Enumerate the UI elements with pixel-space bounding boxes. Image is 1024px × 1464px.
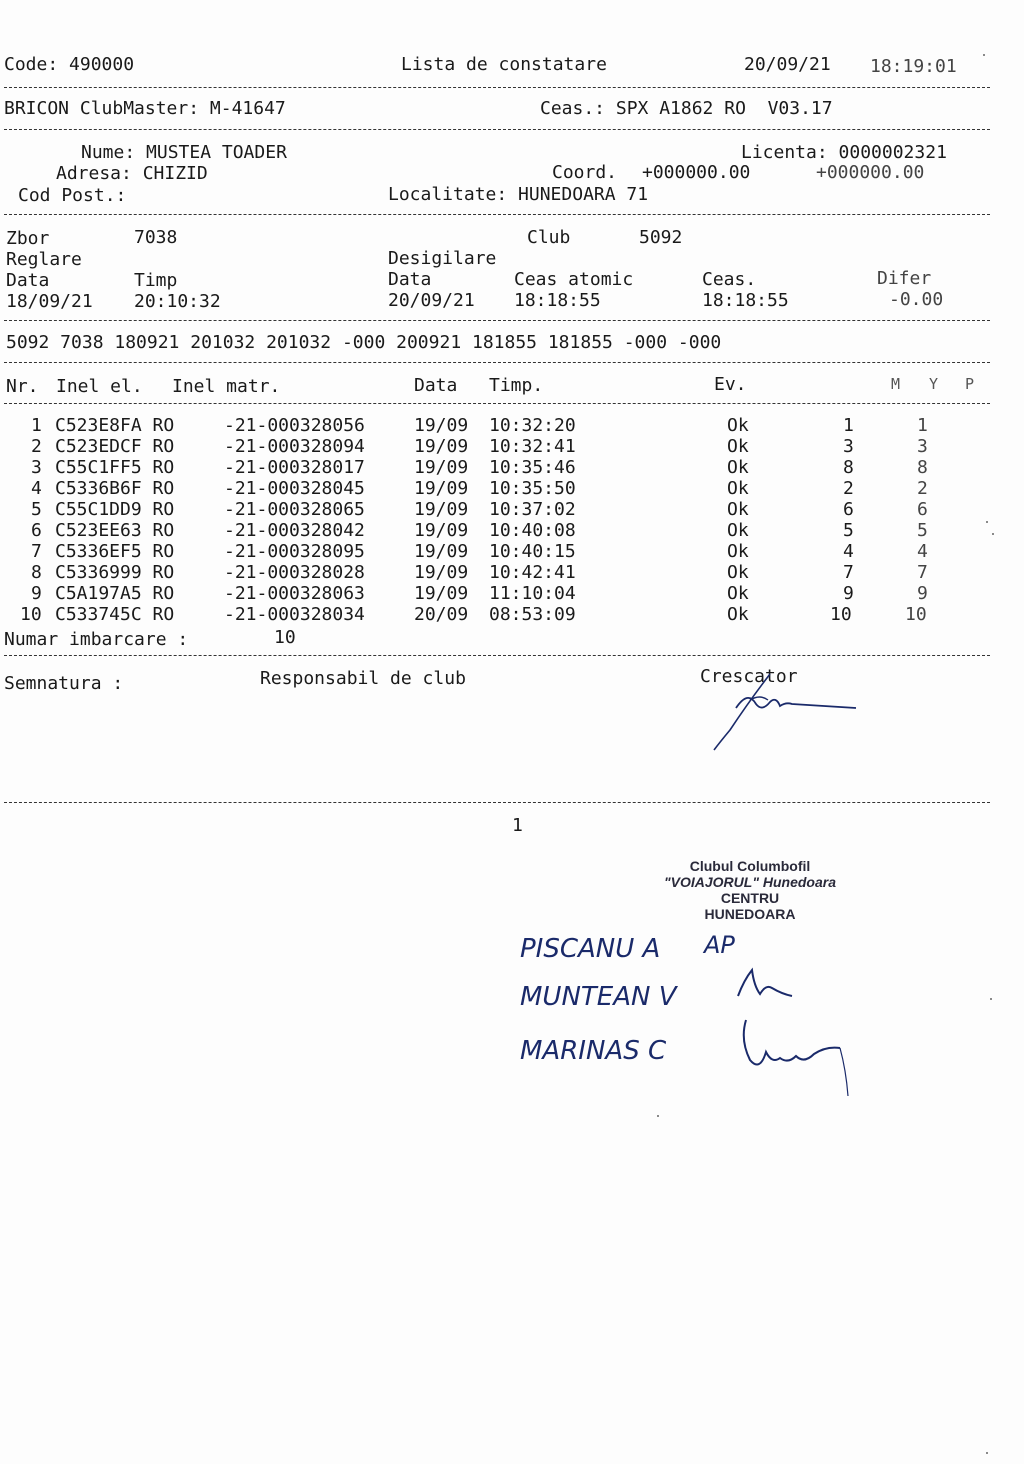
data-label: Data [6, 270, 50, 291]
document-title: Lista de constatare [401, 54, 607, 75]
table-row [0, 500, 1000, 521]
row-y: 3 [917, 436, 928, 457]
col-timp: Timp. [489, 375, 544, 396]
row-y: 10 [905, 604, 927, 625]
row-m: 4 [843, 541, 854, 562]
row-ev: Ok [727, 415, 749, 436]
speck [983, 54, 985, 56]
row-date: 19/09 [414, 499, 469, 520]
col-p: P [965, 375, 975, 393]
row-nr: 5 [31, 499, 42, 520]
row-inel-matr: -21-000328065 [224, 499, 365, 520]
row-m: 7 [843, 562, 854, 583]
row-ev: Ok [727, 499, 749, 520]
stamp-line-2: "VOIAJORUL" Hunedoara [664, 874, 836, 890]
row-date: 19/09 [414, 415, 469, 436]
handwritten-name-1: PISCANU A [520, 934, 661, 964]
row-inel-matr: -21-000328028 [224, 562, 365, 583]
atomic-time: 18:18:55 [514, 290, 601, 311]
separator [4, 362, 990, 363]
row-inel-matr: -21-000328034 [224, 604, 365, 625]
print-date: 20/09/21 [744, 54, 831, 75]
breeder-signature [690, 660, 870, 760]
row-ev: Ok [727, 478, 749, 499]
row-m: 5 [843, 520, 854, 541]
locality: Localitate: HUNEDOARA 71 [388, 184, 649, 205]
clock-id: Ceas.: SPX A1862 RO V03.17 [540, 98, 833, 119]
row-m: 9 [843, 583, 854, 604]
clubmaster-id: BRICON ClubMaster: M-41647 [4, 98, 286, 119]
col-y: Y [929, 375, 939, 393]
row-ev: Ok [727, 457, 749, 478]
row-inel-matr: -21-000328045 [224, 478, 365, 499]
club-responsible-label: Responsabil de club [260, 668, 466, 689]
coord-latitude: +000000.00 [642, 162, 751, 183]
table-row [0, 479, 1000, 500]
row-date: 19/09 [414, 541, 469, 562]
zbor-value: 7038 [134, 227, 178, 248]
code-line: 5092 7038 180921 201032 201032 -000 200921 181855 181855 -000 -000 [6, 332, 722, 353]
coord-label: Coord. [552, 162, 618, 183]
row-date: 19/09 [414, 478, 469, 499]
col-inel-matr: Inel matr. [172, 376, 281, 397]
row-inel-el: C55C1DD9 RO [55, 499, 175, 520]
row-time: 10:35:50 [489, 478, 576, 499]
handwritten-name-3: MARINAS C [520, 1036, 667, 1066]
row-y: 2 [917, 478, 928, 499]
col-m: M [891, 375, 901, 393]
club-label: Club [527, 227, 571, 248]
row-ev: Ok [727, 436, 749, 457]
row-nr: 8 [31, 562, 42, 583]
row-nr: 10 [20, 604, 42, 625]
owner-name: Nume: MUSTEA TOADER [81, 142, 287, 163]
col-ev: Ev. [714, 374, 747, 395]
stamp-line-4: HUNEDOARA [704, 906, 796, 922]
row-nr: 1 [31, 415, 42, 436]
table-row [0, 416, 1000, 437]
row-m: 10 [830, 604, 852, 625]
row-m: 2 [843, 478, 854, 499]
clock-difference: -0.00 [889, 289, 944, 310]
row-time: 10:35:46 [489, 457, 576, 478]
row-nr: 2 [31, 436, 42, 457]
row-date: 19/09 [414, 457, 469, 478]
row-m: 1 [843, 415, 854, 436]
table-row [0, 437, 1000, 458]
speck [657, 1115, 659, 1117]
row-date: 19/09 [414, 583, 469, 604]
row-y: 5 [917, 520, 928, 541]
row-y: 8 [917, 457, 928, 478]
desigilare-date: 20/09/21 [388, 290, 475, 311]
table-row [0, 458, 1000, 479]
row-y: 4 [917, 541, 928, 562]
speck [986, 1452, 988, 1454]
zbor-label: Zbor [6, 228, 50, 249]
row-y: 6 [917, 499, 928, 520]
boarding-count-label: Numar imbarcare : [4, 629, 189, 650]
row-inel-el: C523E8FA RO [55, 415, 175, 436]
row-nr: 9 [31, 583, 42, 604]
row-ev: Ok [727, 541, 749, 562]
row-m: 8 [843, 457, 854, 478]
print-time: 18:19:01 [870, 56, 957, 77]
table-row [0, 584, 1000, 605]
handwritten-signatures [730, 960, 860, 1100]
separator [4, 129, 990, 130]
difer-label: Difer [877, 268, 932, 289]
row-ev: Ok [727, 520, 749, 541]
ceas-label: Ceas. [702, 269, 757, 290]
boarding-count-value: 10 [274, 627, 296, 648]
row-date: 20/09 [414, 604, 469, 625]
row-time: 11:10:04 [489, 583, 576, 604]
speck [990, 998, 992, 1000]
reglare-label: Reglare [6, 249, 82, 270]
reglare-date: 18/09/21 [6, 291, 93, 312]
stamp-line-1: Clubul Columbofil [689, 858, 811, 874]
col-inel-el: Inel el. [56, 376, 143, 397]
timp-label: Timp [134, 270, 178, 291]
row-inel-el: C55C1FF5 RO [55, 457, 175, 478]
row-inel-matr: -21-000328042 [224, 520, 365, 541]
separator [4, 87, 990, 88]
row-time: 10:32:20 [489, 415, 576, 436]
clock-time: 18:18:55 [702, 290, 789, 311]
speck [986, 521, 988, 523]
data-label-2: Data [388, 269, 432, 290]
handwritten-name-2: MUNTEAN V [520, 982, 677, 1012]
desigilare-label: Desigilare [388, 248, 497, 269]
row-time: 10:40:15 [489, 541, 576, 562]
row-inel-el: C5336EF5 RO [55, 541, 175, 562]
club-value: 5092 [639, 227, 683, 248]
separator [4, 403, 990, 404]
row-time: 10:37:02 [489, 499, 576, 520]
col-data: Data [414, 375, 458, 396]
speck [992, 533, 994, 535]
row-nr: 7 [31, 541, 42, 562]
page-number: 1 [512, 815, 523, 836]
row-date: 19/09 [414, 436, 469, 457]
row-inel-el: C5336999 RO [55, 562, 175, 583]
row-nr: 3 [31, 457, 42, 478]
row-inel-matr: -21-000328095 [224, 541, 365, 562]
row-inel-matr: -21-000328056 [224, 415, 365, 436]
ceas-atomic-label: Ceas atomic [514, 269, 634, 290]
handwritten-initials-1: AP [704, 931, 735, 959]
club-stamp [640, 858, 860, 922]
separator [4, 214, 990, 215]
reglare-time: 20:10:32 [134, 291, 221, 312]
row-ev: Ok [727, 604, 749, 625]
row-m: 6 [843, 499, 854, 520]
coord-longitude: +000000.00 [816, 162, 925, 183]
row-date: 19/09 [414, 520, 469, 541]
row-ev: Ok [727, 562, 749, 583]
row-time: 10:42:41 [489, 562, 576, 583]
row-inel-matr: -21-000328017 [224, 457, 365, 478]
table-row [0, 563, 1000, 584]
table-row [0, 521, 1000, 542]
row-m: 3 [843, 436, 854, 457]
row-y: 9 [917, 583, 928, 604]
row-inel-el: C523EDCF RO [55, 436, 175, 457]
row-y: 1 [917, 415, 928, 436]
row-date: 19/09 [414, 562, 469, 583]
stamp-line-3: CENTRU [720, 890, 780, 906]
row-inel-el: C5336B6F RO [55, 478, 175, 499]
separator [4, 320, 990, 321]
row-y: 7 [917, 562, 928, 583]
separator [4, 655, 990, 656]
license-number: Licenta: 0000002321 [741, 142, 947, 163]
row-inel-el: C533745C RO [55, 604, 175, 625]
breeder-label: Crescator [700, 666, 798, 687]
row-inel-matr: -21-000328094 [224, 436, 365, 457]
separator [4, 802, 990, 803]
row-ev: Ok [727, 583, 749, 604]
row-time: 10:40:08 [489, 520, 576, 541]
row-inel-el: C523EE63 RO [55, 520, 175, 541]
table-row [0, 605, 1000, 626]
row-time: 08:53:09 [489, 604, 576, 625]
code-label: Code: 490000 [4, 54, 135, 75]
row-nr: 4 [31, 478, 42, 499]
col-nr: Nr. [6, 376, 39, 397]
postal-code: Cod Post.: [18, 185, 127, 206]
owner-address: Adresa: CHIZID [56, 163, 208, 184]
row-time: 10:32:41 [489, 436, 576, 457]
table-row [0, 542, 1000, 563]
signature-label: Semnatura : [4, 673, 124, 694]
row-inel-el: C5A197A5 RO [55, 583, 175, 604]
row-nr: 6 [31, 520, 42, 541]
row-inel-matr: -21-000328063 [224, 583, 365, 604]
